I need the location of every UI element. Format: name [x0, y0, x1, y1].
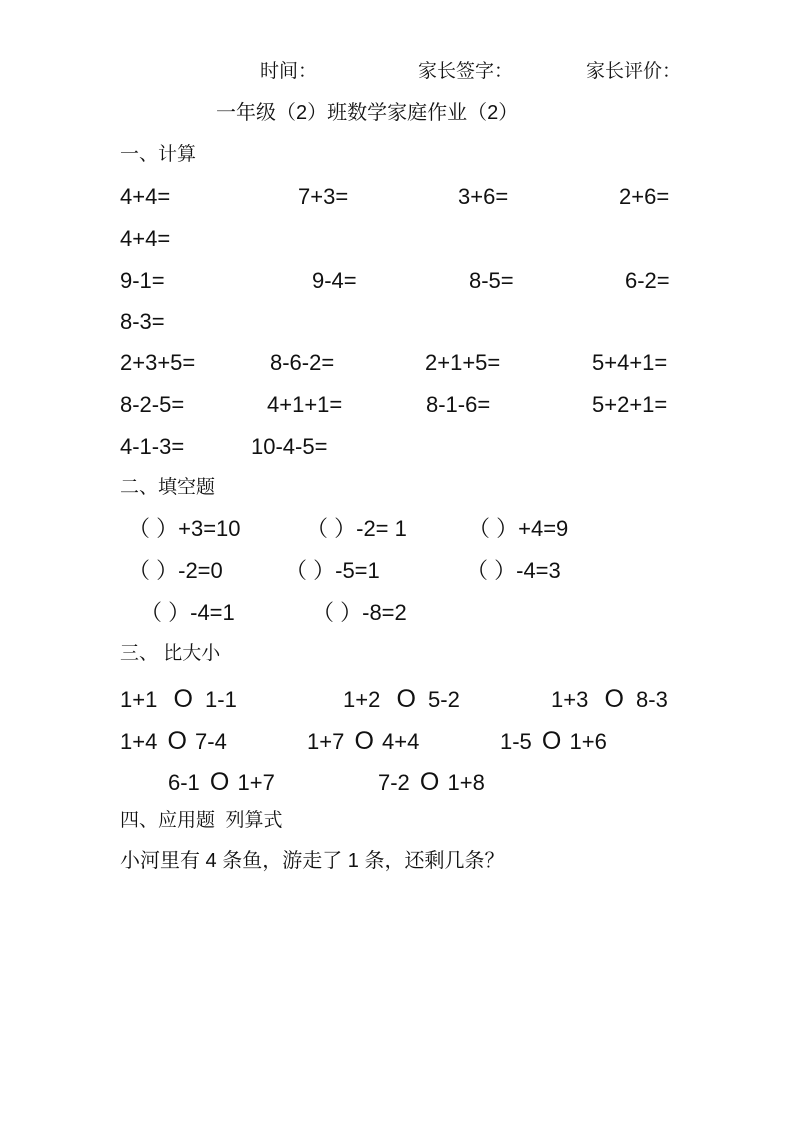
section-heading-calc: 一、计算: [120, 144, 197, 165]
calc-item: 2+3+5=: [120, 350, 196, 375]
calc-item: 5+2+1=: [592, 392, 668, 417]
section-heading-compare: 三、 比大小: [120, 643, 221, 664]
calc-item: 7+3=: [298, 184, 349, 209]
compare-right: 4+4: [382, 729, 420, 754]
compare-circle-icon[interactable]: O: [209, 768, 230, 796]
compare-left: 1+4: [120, 729, 158, 754]
calc-item: 8-1-6=: [426, 392, 491, 417]
compare-circle-icon[interactable]: O: [167, 727, 187, 755]
compare-left: 1+2: [343, 687, 381, 712]
fill-item: （ ）-4=3: [466, 558, 561, 583]
fill-item: （ ）+4=9: [468, 516, 569, 541]
section-heading-word: 四、应用题 列算式: [120, 810, 283, 831]
fill-item: （ ）-2= 1: [306, 516, 407, 541]
calc-item: 6-2=: [625, 268, 670, 293]
compare-left: 1+7: [307, 729, 345, 754]
compare-item: [120, 729, 227, 754]
compare-item: [307, 729, 419, 754]
calc-item: 8-3=: [120, 309, 165, 334]
compare-circle-icon[interactable]: O: [396, 685, 416, 713]
compare-circle-icon[interactable]: O: [354, 727, 374, 755]
compare-circle-icon[interactable]: O: [541, 727, 562, 755]
compare-item: [120, 687, 237, 712]
compare-item: [500, 729, 607, 754]
section-heading-fill: 二、填空题: [120, 477, 216, 498]
page-title: 一年级（2）班数学家庭作业（2）: [216, 102, 519, 124]
compare-item: [343, 687, 460, 712]
compare-right: 1+7: [237, 770, 275, 795]
calc-item: 9-1=: [120, 268, 165, 293]
parent-signature-label: 家长签字：: [418, 61, 514, 82]
calc-item: 2+6=: [619, 184, 670, 209]
calc-item: 2+1+5=: [425, 350, 501, 375]
calc-item: 4+4=: [120, 184, 171, 209]
compare-item: [378, 770, 485, 795]
compare-right: 1-1: [205, 687, 237, 712]
calc-item: 8-6-2=: [270, 350, 335, 375]
compare-right: 7-4: [195, 729, 227, 754]
compare-circle-icon[interactable]: O: [173, 685, 193, 713]
calc-item: 10-4-5=: [251, 434, 328, 459]
fill-item: （ ）-8=2: [312, 600, 407, 625]
time-label: 时间：: [260, 61, 318, 82]
compare-left: 6-1: [168, 770, 200, 795]
compare-left: 1+3: [551, 687, 589, 712]
compare-circle-icon[interactable]: O: [604, 685, 624, 713]
compare-item: [551, 687, 668, 712]
calc-item: 4+1+1=: [267, 392, 343, 417]
compare-left: 1-5: [500, 729, 532, 754]
calc-item: 8-2-5=: [120, 392, 185, 417]
calc-item: 9-4=: [312, 268, 357, 293]
calc-item: 4-1-3=: [120, 434, 185, 459]
compare-circle-icon[interactable]: O: [419, 768, 440, 796]
fill-item: （ ）-2=0: [128, 558, 223, 583]
fill-item: （ ）-4=1: [140, 600, 235, 625]
word-problem-text: 小河里有 4 条鱼，游走了 1 条，还剩几条？: [120, 850, 505, 872]
compare-right: 5-2: [428, 687, 460, 712]
compare-right: 1+8: [447, 770, 485, 795]
compare-item: [168, 770, 275, 795]
calc-item: 3+6=: [458, 184, 509, 209]
calc-item: 5+4+1=: [592, 350, 668, 375]
fill-item: （ ）+3=10: [128, 516, 241, 541]
calc-item: 8-5=: [469, 268, 514, 293]
compare-left: 7-2: [378, 770, 410, 795]
parent-comment-label: 家长评价：: [586, 61, 682, 82]
calc-item: 4+4=: [120, 226, 171, 251]
compare-right: 8-3: [636, 687, 668, 712]
fill-item: （ ）-5=1: [285, 558, 380, 583]
compare-right: 1+6: [569, 729, 607, 754]
compare-left: 1+1: [120, 687, 158, 712]
